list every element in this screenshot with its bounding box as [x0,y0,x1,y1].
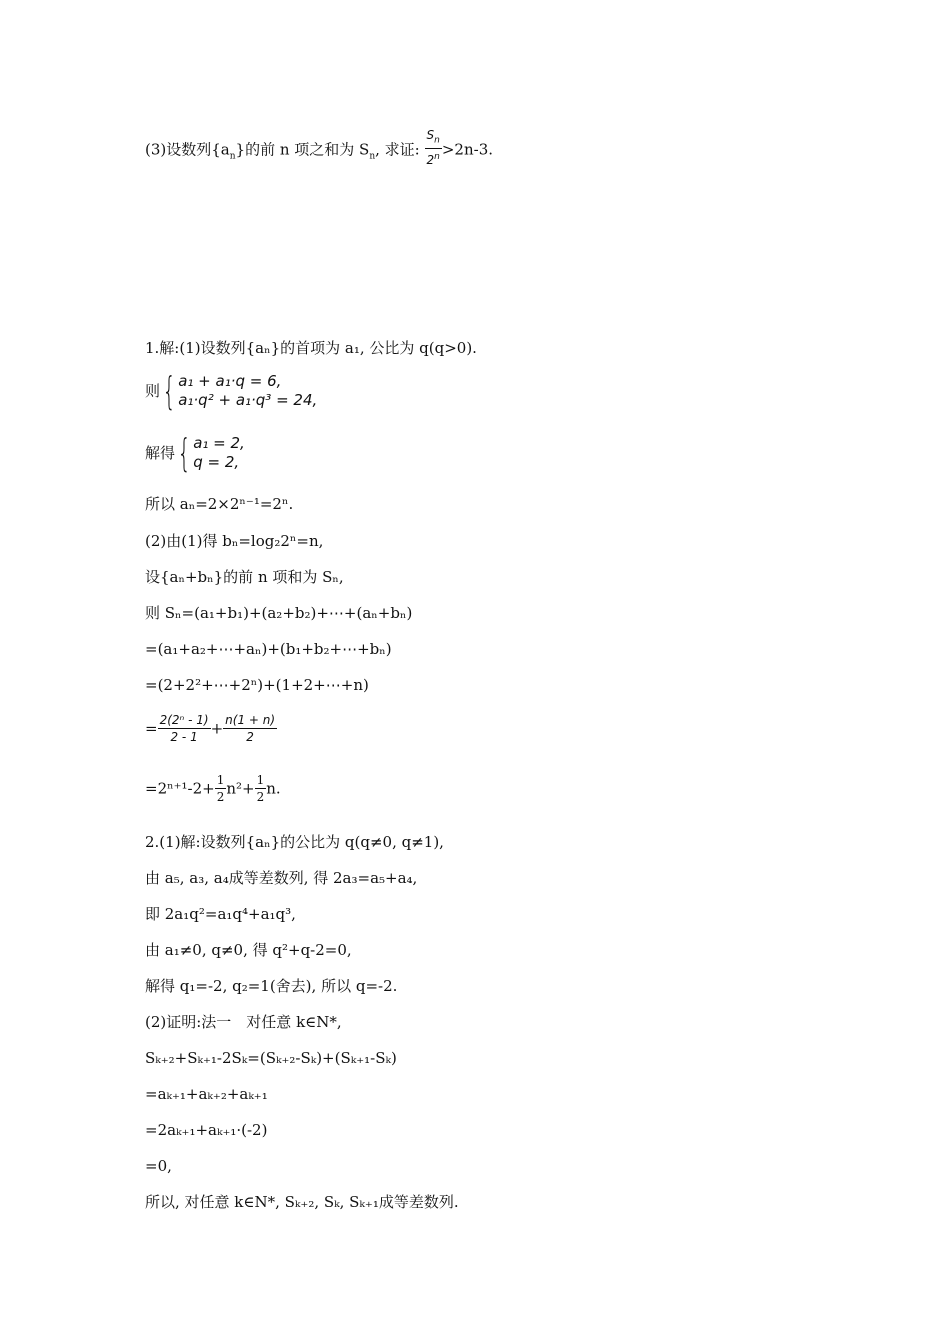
sol1-line-an: 所以 aₙ=2×2ⁿ⁻¹=2ⁿ. [145,495,294,513]
sol2-line-8: =aₖ₊₁+aₖ₊₂+aₖ₊₁ [145,1085,268,1103]
ze-label: 则 [145,382,161,400]
sol1-line-part2: (2)由(1)得 bₙ=log₂2ⁿ=n, [145,532,324,550]
left-brace-icon: { [162,369,176,413]
sol1-line-final [145,772,281,805]
left-brace-icon: { [177,431,191,475]
equation-system-1 [145,369,318,413]
final-part-a: =2ⁿ⁺¹-2+ [145,779,215,798]
jiede-label: 解得 [145,444,176,462]
final-part-c: n. [266,779,281,798]
sol2-line-4: 由 a₁≠0, q≠0, 得 q²+q-2=0, [145,941,352,959]
p3-text-b: }的前 n 项之和为 S [235,140,370,159]
sol1-line-ze: 则 Sₙ=(a₁+b₁)+(a₂+b₂)+⋯+(aₙ+bₙ) [145,604,413,622]
sol2-line-3: 即 2a₁q²=a₁q⁴+a₁q³, [145,905,296,923]
sn-over-2n-fraction: $\frac{S_n}{2^n}$ [426,128,440,168]
p3-text-a: (3)设数列{a [145,140,230,159]
sol1-line-1: 1.解:(1)设数列{aₙ}的首项为 a₁, 公比为 q(q>0). [145,339,477,357]
sol2-line-5: 解得 q₁=-2, q₂=1(舍去), 所以 q=-2. [145,977,398,995]
sol1-line-eq2: =(2+2²+⋯+2ⁿ)+(1+2+⋯+n) [145,676,369,694]
system-eq-2: a₁·q² + a₁·q³ = 24, [178,391,318,409]
result-a1: a₁ = 2, [193,434,245,452]
problem-3: (3)设数列$\{a_n\}$的前 n 项之和为 $S_n$, 求证: $\frac{S_n}{2^n}$ >2n-3. [145,128,494,168]
system-eq-1: a₁ + a₁·q = 6, [178,372,282,390]
sol1-line-she: 设{aₙ+bₙ}的前 n 项和为 Sₙ, [145,568,344,586]
final-part-b: n²+ [226,779,255,798]
sol1-line-fractions: = $\frac{\text{2(2ⁿ - 1)}}{2 - 1}$ + $\frac{n(1 + n)}{2}$ [145,713,276,744]
p3-text-c: , 求证: [375,140,420,159]
p3-text-d: >2n-3. [441,140,494,159]
sol2-line-11: 所以, 对任意 k∈N*, Sₖ₊₂, Sₖ, Sₖ₊₁成等差数列. [145,1193,459,1211]
equation-system-2 [145,431,245,475]
sol2-line-7: Sₖ₊₂+Sₖ₊₁-2Sₖ=(Sₖ₊₂-Sₖ)+(Sₖ₊₁-Sₖ) [145,1049,397,1067]
sol2-line-10: =0, [145,1157,172,1175]
sol2-line-9: =2aₖ₊₁+aₖ₊₁·(-2) [145,1121,268,1139]
half-fraction: $\frac{1}{2}$ [216,773,225,804]
sol1-line-eq1: =(a₁+a₂+⋯+aₙ)+(b₁+b₂+⋯+bₙ) [145,640,392,658]
half-fraction: $\frac{1}{2}$ [256,773,265,804]
arithmetic-sum-fraction: $\frac{n(1 + n)}{2}$ [225,713,276,744]
sol2-line-2: 由 a₅, a₃, a₄成等差数列, 得 2a₃=a₅+a₄, [145,869,418,887]
result-q: q = 2, [193,453,240,471]
geometric-sum-fraction: $\frac{\text{2(2ⁿ - 1)}}{2 - 1}$ [159,713,209,744]
sol2-line-1: 2.(1)解:设数列{aₙ}的公比为 q(q≠0, q≠1), [145,833,444,851]
sol2-line-6: (2)证明:法一 对任意 k∈N*, [145,1013,342,1031]
